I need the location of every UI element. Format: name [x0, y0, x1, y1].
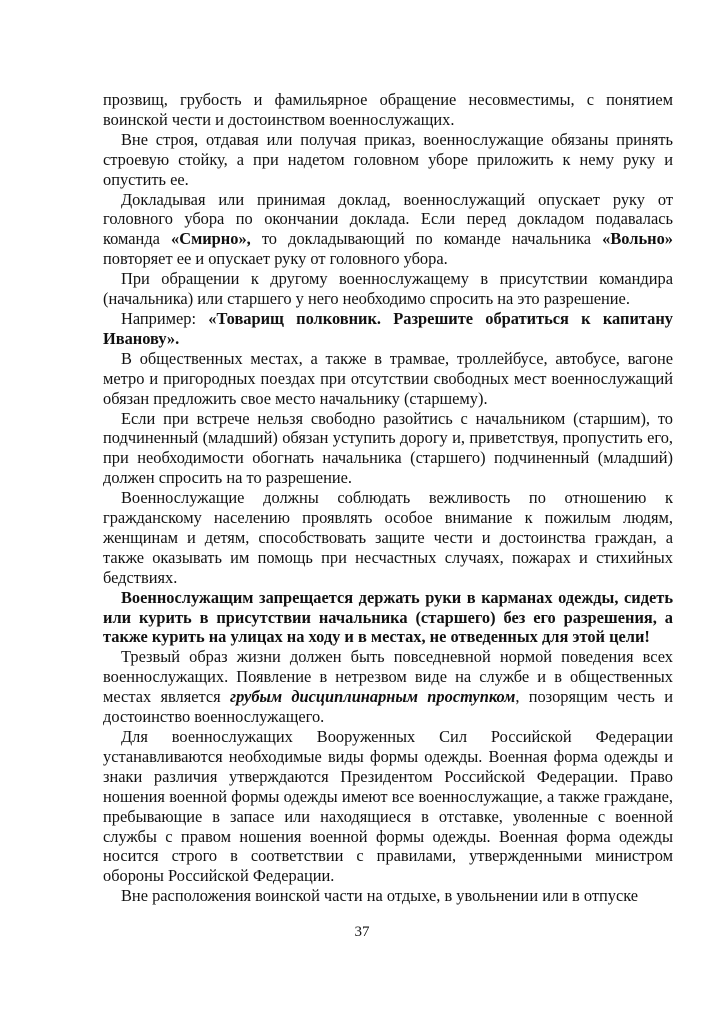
paragraph-sobriety: Трезвый образ жизни должен быть повседневной нормой поведения всех военнослужащих. Появление в нетрезвом виде на службе и в общественных местах является грубым дисциплинарным проступком, позорящим честь и достоинство военнослужащего. — [103, 647, 673, 727]
command-volno: «Вольно» — [602, 229, 673, 249]
page-number: 37 — [354, 924, 370, 940]
paragraph-reporting: Докладывая или принимая доклад, военнослужащий опускает руку от головного убора по окончании доклада. Если перед докладом подавалась команда «Смирно», то докладывающий по команде начальника «Вольно» повторяет ее и опускает руку от головного убора. — [103, 189, 673, 269]
paragraph-meeting: Если при встрече нельзя свободно разойтись с начальником (старшим), то подчиненный (младший) обязан уступить дорогу и, приветствуя, пропустить его, при необходимости обогнать начальника (старшего) подчиненный (младший) должен спросить на то разрешение. — [103, 408, 673, 488]
emphasis-disciplinary-offense: грубым дисциплинарным проступком — [230, 687, 516, 707]
paragraph-addressing: При обращении к другому военнослужащему в присутствии командира (начальника) или старшего у него необходимо спросить на это разрешение. — [103, 269, 673, 309]
paragraph-uniform: Для военнослужащих Вооруженных Сил Российской Федерации устанавливаются необходимые виды формы одежды. Военная форма одежды и знаки различия утверждаются Президентом Российской Федерации. Право ношения военной формы одежды имеют все военнослужащие, а также граждане, пребывающие в запасе или находящиеся в отставке, уволенные с военной службы с правом ношения военной формы одежды. Военная форма одежды носится строго в соответствии с правилами, утвержденными министром обороны Российской Федерации. — [103, 727, 673, 886]
paragraph-prohibition: Военнослужащим запрещается держать руки в карманах одежды, сидеть или курить в присутствии начальника (старшего) без его разрешения, а также курить на улицах на ходу и в местах, не отведенных для этой цели! — [103, 587, 673, 647]
paragraph-politeness: Военнослужащие должны соблюдать вежливость по отношению к гражданскому населению проявлять особое внимание к пожилым людям, женщинам и детям, способствовать защите чести и достоинства граждан, а также оказывать им помощь при несчастных случаях, пожарах и стихийных бедствиях. — [103, 488, 673, 587]
paragraph-outside-unit: Вне расположения воинской части на отдыхе, в увольнении или в отпуске — [121, 886, 639, 906]
paragraph-example: Например: «Товарищ полковник. Разрешите обратиться к капитану Иванову». — [103, 308, 673, 348]
paragraph-public-places: В общественных местах, а также в трамвае, троллейбусе, автобусе, вагоне метро и пригородных поездах при отсутствии свободных мест военнослужащий обязан предложить свое место начальнику (старшему). — [103, 348, 673, 408]
example-phrase: «Товарищ полковник. Разрешите обратиться к капитану Иванову». — [103, 308, 673, 348]
paragraph-continuation: прозвищ, грубость и фамильярное обращение несовместимы, с понятием воинской чести и достоинством военнослужащих. — [103, 90, 673, 129]
page-body — [103, 90, 673, 906]
paragraph-salute-outside-formation: Вне строя, отдавая или получая приказ, военнослужащие обязаны принять строевую стойку, а при надетом головном уборе приложить к нему руку и опустить ее. — [103, 129, 673, 189]
command-smirno: «Смирно», — [171, 229, 251, 249]
